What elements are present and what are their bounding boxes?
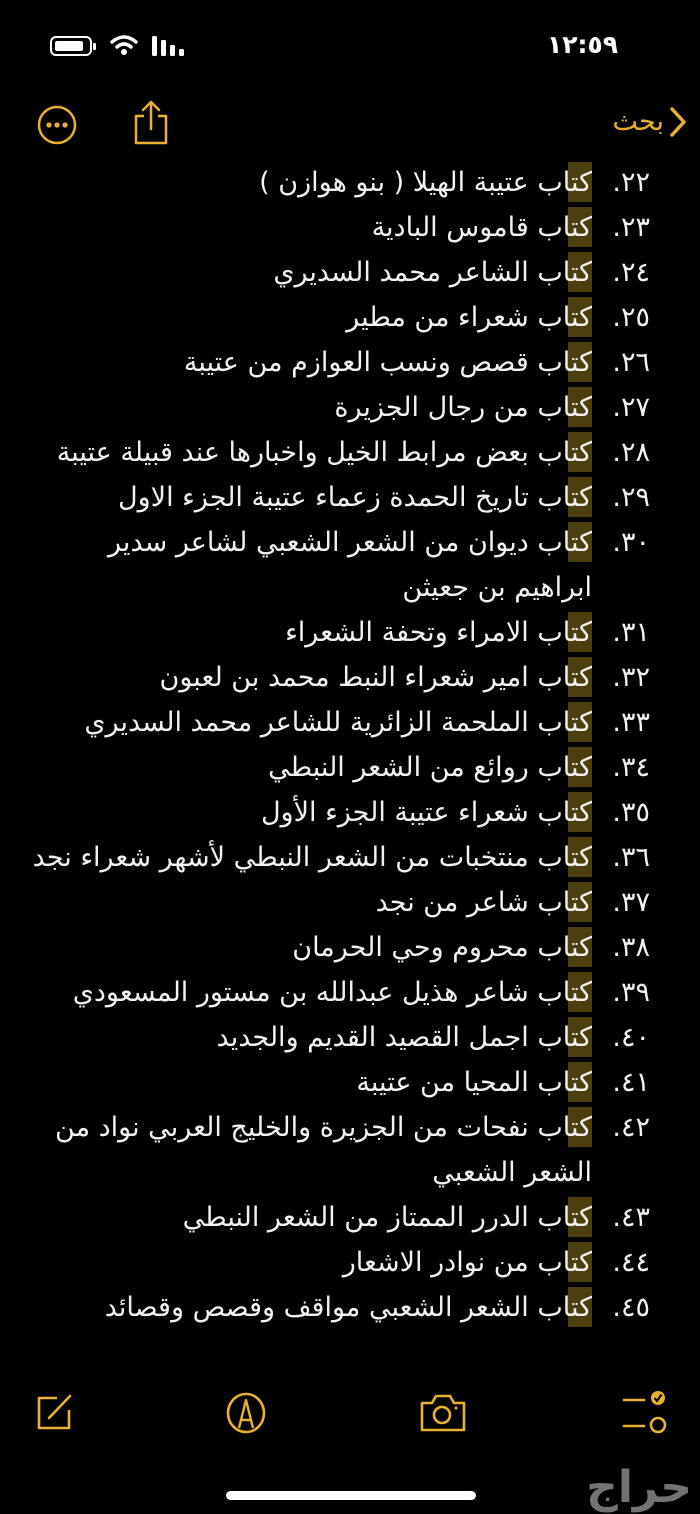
list-item-text: كتاب روائع من الشعر النبطي: [268, 752, 592, 783]
checklist-icon[interactable]: [620, 1390, 668, 1434]
list-item-text-wrap: [32, 970, 592, 1015]
battery-icon: [50, 36, 92, 56]
list-item-number: ٣٣.: [612, 707, 650, 738]
list-item[interactable]: [0, 205, 700, 250]
list-item-text: كتاب شعراء من مطير: [346, 302, 592, 333]
list-item-number: ٣٨.: [612, 932, 650, 963]
list-item-text: كتاب من نوادر الاشعار: [342, 1247, 592, 1278]
list-item[interactable]: [0, 385, 700, 430]
list-item-text-wrap: [32, 1015, 592, 1060]
list-item-number: ٣١.: [612, 617, 650, 648]
share-icon[interactable]: [132, 100, 170, 146]
list-item-text: كتاب الدرر الممتاز من الشعر النبطي: [182, 1202, 592, 1233]
list-item-number: ٣٢.: [612, 662, 650, 693]
list-item[interactable]: [0, 835, 700, 880]
list-item[interactable]: [0, 1240, 700, 1285]
chevron-back-icon: [670, 107, 686, 137]
list-item-text-wrap: [32, 925, 592, 970]
list-item-number: ٣٦.: [612, 842, 650, 873]
list-item-text: كتاب الامراء وتحفة الشعراء: [285, 617, 592, 648]
list-item[interactable]: [0, 925, 700, 970]
list-item-text: كتاب محروم وحي الحرمان: [292, 932, 592, 963]
haraj-watermark: حراج: [586, 1462, 692, 1513]
list-item-text-wrap: [32, 1195, 592, 1240]
wifi-icon: [110, 34, 138, 56]
bottom-toolbar: [0, 1390, 700, 1440]
list-item-text: كتاب شعراء عتيبة الجزء الأول: [260, 797, 592, 828]
list-item-number: ٤٢.: [612, 1112, 650, 1143]
list-item[interactable]: [0, 1015, 700, 1060]
list-item-text: كتاب شاعر هذيل عبدالله بن مستور المسعودي: [72, 977, 592, 1008]
list-item-number: ٣٥.: [612, 797, 650, 828]
list-item-text: كتاب ديوان من الشعر الشعبي لشاعر سدير ابراهيم بن جعيثن: [108, 527, 592, 603]
list-item[interactable]: [0, 475, 700, 520]
nav-bar: [0, 100, 700, 154]
more-options-icon[interactable]: [37, 105, 77, 145]
list-item[interactable]: [0, 160, 700, 205]
list-item-text: كتاب الشعر الشعبي مواقف وقصص وقصائد: [104, 1292, 592, 1323]
list-item[interactable]: [0, 700, 700, 745]
list-item-text: كتاب قصص ونسب العوازم من عتيبة: [183, 347, 592, 378]
list-item[interactable]: [0, 250, 700, 295]
list-item-text: كتاب الشاعر محمد السديري: [273, 257, 592, 288]
list-item-text: كتاب نفحات من الجزيرة والخليج العربي نواد من الشعر الشعبي: [55, 1112, 592, 1188]
list-item-text-wrap: [32, 520, 592, 610]
list-item-text-wrap: [32, 250, 592, 295]
list-item-text: كتاب تاريخ الحمدة زعماء عتيبة الجزء الاول: [118, 482, 592, 513]
list-item-number: ٤٣.: [612, 1202, 650, 1233]
list-item[interactable]: [0, 340, 700, 385]
list-item-number: ٢٢.: [612, 167, 650, 198]
list-item-text-wrap: [32, 1060, 592, 1105]
list-item-number: ٢٩.: [612, 482, 650, 513]
list-item-text-wrap: [32, 745, 592, 790]
list-item-text: كتاب اجمل القصيد القديم والجديد: [216, 1022, 592, 1053]
list-item-number: ٢٥.: [612, 302, 650, 333]
list-item-number: ٢٦.: [612, 347, 650, 378]
list-item-number: ٤٠.: [612, 1022, 650, 1053]
list-item-text-wrap: [32, 160, 592, 205]
list-item-number: ٤٥.: [612, 1292, 650, 1323]
list-item[interactable]: [0, 1285, 700, 1330]
list-item-number: ٣٧.: [612, 887, 650, 918]
list-item-text-wrap: [32, 790, 592, 835]
back-label: بحث: [612, 106, 664, 137]
list-item-number: ٣٩.: [612, 977, 650, 1008]
markup-pen-icon[interactable]: [226, 1392, 266, 1434]
list-item-text-wrap: [32, 430, 592, 475]
list-item[interactable]: [0, 790, 700, 835]
list-item[interactable]: [0, 1195, 700, 1240]
list-item[interactable]: [0, 430, 700, 475]
list-item[interactable]: [0, 655, 700, 700]
list-item-text-wrap: [32, 655, 592, 700]
list-item-text-wrap: [32, 205, 592, 250]
list-item[interactable]: [0, 745, 700, 790]
list-item-text-wrap: [32, 700, 592, 745]
list-item[interactable]: [0, 295, 700, 340]
list-item-number: ٣٤.: [612, 752, 650, 783]
list-item-text: كتاب امير شعراء النبط محمد بن لعبون: [159, 662, 592, 693]
list-item-text-wrap: [32, 475, 592, 520]
list-item-text-wrap: [32, 610, 592, 655]
list-item-number: ٣٠.: [612, 527, 650, 558]
list-item-text-wrap: [32, 295, 592, 340]
status-bar: [0, 28, 700, 68]
list-item[interactable]: [0, 1060, 700, 1105]
list-item[interactable]: [0, 520, 700, 610]
list-item-text-wrap: [32, 880, 592, 925]
list-item[interactable]: [0, 610, 700, 655]
status-time: ١٢:٥٩: [546, 30, 618, 59]
list-item[interactable]: [0, 1105, 700, 1195]
camera-icon[interactable]: [418, 1393, 468, 1433]
list-item-text-wrap: [32, 1285, 592, 1330]
list-item-text-wrap: [32, 1105, 592, 1195]
list-item-number: ٤١.: [612, 1067, 650, 1098]
list-item-text: كتاب عتيبة الهيلا ( بنو هوازن ): [259, 167, 592, 198]
list-item-text: كتاب شاعر من نجد: [375, 887, 592, 918]
list-item[interactable]: [0, 970, 700, 1015]
list-item-text: كتاب من رجال الجزيرة: [334, 392, 592, 423]
list-item-number: ٢٧.: [612, 392, 650, 423]
list-item-text-wrap: [32, 385, 592, 430]
list-item-text-wrap: [32, 340, 592, 385]
home-indicator[interactable]: [226, 1491, 476, 1500]
list-item-text: كتاب المحيا من عتيبة: [356, 1067, 592, 1098]
list-item-text: كتاب بعض مرابط الخيل واخبارها عند قبيلة عتيبة: [56, 437, 592, 468]
cellular-signal-icon: [152, 36, 190, 56]
list-item-number: ٤٤.: [612, 1247, 650, 1278]
list-item-text: كتاب الملحمة الزائرية للشاعر محمد السديري: [84, 707, 592, 738]
list-item-text: كتاب منتخبات من الشعر النبطي لأشهر شعراء نجد: [32, 842, 592, 873]
list-item[interactable]: [0, 880, 700, 925]
list-item-text-wrap: [32, 1240, 592, 1285]
list-item-number: ٢٤.: [612, 257, 650, 288]
back-button[interactable]: [613, 106, 686, 137]
list-item-text-wrap: [32, 835, 592, 880]
note-body-list[interactable]: [0, 160, 700, 1330]
list-item-number: ٢٣.: [612, 212, 650, 243]
list-item-text: كتاب قاموس البادية: [371, 212, 592, 243]
compose-note-icon[interactable]: [35, 1392, 75, 1432]
list-item-number: ٢٨.: [612, 437, 650, 468]
